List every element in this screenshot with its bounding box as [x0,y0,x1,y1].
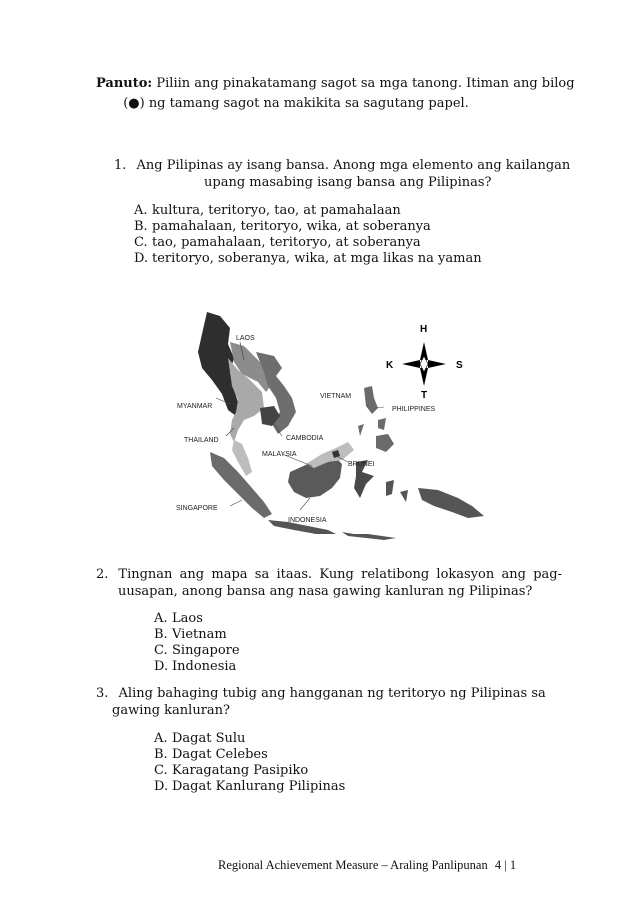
option-text: Indonesia [172,659,237,674]
option-letter: D. [154,779,169,794]
page-footer [218,858,516,873]
option-2c[interactable] [154,643,240,659]
question-1 [114,157,570,191]
option-text: Dagat Sulu [172,731,246,746]
option-letter: D. [134,251,149,266]
label-malaysia: MALAYSIA [262,451,297,458]
option-text: Karagatang Pasipiko [172,763,309,778]
option-3d[interactable] [154,779,345,795]
question-3-text-1: Aling bahaging tubig ang hangganan ng teritoryo ng Pilipinas sa [118,686,546,701]
question-1-text-1: Ang Pilipinas ay isang bansa. Anong mga elemento ang kailangan [136,158,571,173]
option-text: teritoryo, soberanya, wika, at mga likas na yaman [152,251,482,266]
page-number: 4 | 1 [494,858,517,872]
option-letter: A. [134,203,148,218]
question-2-line-1 [96,566,562,583]
question-2 [96,566,562,600]
option-text: Dagat Kanlurang Pilipinas [172,779,346,794]
footer-text: Regional Achievement Measure – Araling Panlipunan [218,858,488,872]
option-letter: A. [154,611,168,626]
option-letter: C. [154,763,168,778]
option-text: Dagat Celebes [172,747,268,762]
instructions-label: Panuto: [96,76,153,91]
question-2-text-1: Tingnan ang mapa sa itaas. Kung relatibong lokasyon ang pag- [118,567,562,582]
question-1-number: 1. [114,158,127,173]
instructions-text-2: ) ng tamang sagot na makikita sa sagutang papel. [139,96,469,111]
option-text: Laos [172,611,203,626]
question-3-line-1 [96,685,546,702]
option-1b[interactable] [134,219,482,235]
option-1c[interactable] [134,235,482,251]
option-2d[interactable] [154,659,240,675]
myanmar-shape [198,312,240,416]
option-letter: C. [154,643,168,658]
filled-circle-icon: ● [128,96,140,111]
instructions-line-2 [96,94,496,114]
option-text: kultura, teritoryo, tao, at pamahalaan [152,203,401,218]
option-3b[interactable] [154,747,345,763]
label-singapore: SINGAPORE [176,505,218,512]
option-1d[interactable] [134,251,482,267]
lesser-sunda-shape [342,532,396,540]
option-letter: B. [154,627,168,642]
option-letter: C. [134,235,148,250]
compass-south: T [421,390,428,401]
paren-open: ( [123,96,129,111]
option-1a[interactable] [134,203,482,219]
label-laos: LAOS [236,335,255,342]
compass-west: K [386,360,394,371]
compass-north: H [420,324,428,335]
option-2b[interactable] [154,627,240,643]
question-3-number: 3. [96,686,109,701]
label-indonesia: INDONESIA [288,517,327,524]
maluku-shape [386,480,408,502]
label-thailand: THAILAND [184,437,219,444]
southeast-asia-map [172,312,488,550]
option-text: Singapore [172,643,240,658]
option-text: pamahalaan, teritoryo, wika, at soberanya [152,219,431,234]
label-cambodia: CAMBODIA [286,435,324,442]
question-3-options [154,731,345,795]
option-3a[interactable] [154,731,345,747]
option-3c[interactable] [154,763,345,779]
instructions-text-1: Piliin ang pinakatamang sagot sa mga tanong. Itiman ang bilog [156,76,575,91]
question-1-options [134,203,482,267]
label-brunei: BRUNEI [348,461,375,468]
instructions [96,74,575,114]
question-1-line-1 [114,157,570,174]
instructions-line-1 [96,74,575,94]
option-letter: B. [134,219,148,234]
question-1-text-2: upang masabing isang bansa ang Pilipinas? [204,175,492,190]
compass-rose [386,324,463,401]
question-3 [96,685,546,719]
option-letter: A. [154,731,168,746]
philippines-shape [358,386,394,452]
label-vietnam: VIETNAM [320,393,352,400]
label-philippines: PHILIPPINES [392,406,436,413]
option-text: Vietnam [172,627,227,642]
option-text: tao, pamahalaan, teritoryo, at soberanya [152,235,421,250]
option-2a[interactable] [154,611,240,627]
question-2-number: 2. [96,567,109,582]
papua-shape [418,488,484,518]
option-letter: B. [154,747,168,762]
option-letter: D. [154,659,169,674]
question-3-text-2: gawing kanluran? [112,703,231,718]
compass-east: S [456,360,463,371]
question-2-options [154,611,240,675]
label-myanmar: MYANMAR [177,403,213,410]
question-2-text-2: uusapan, anong bansa ang nasa gawing kanluran ng Pilipinas? [118,584,533,599]
